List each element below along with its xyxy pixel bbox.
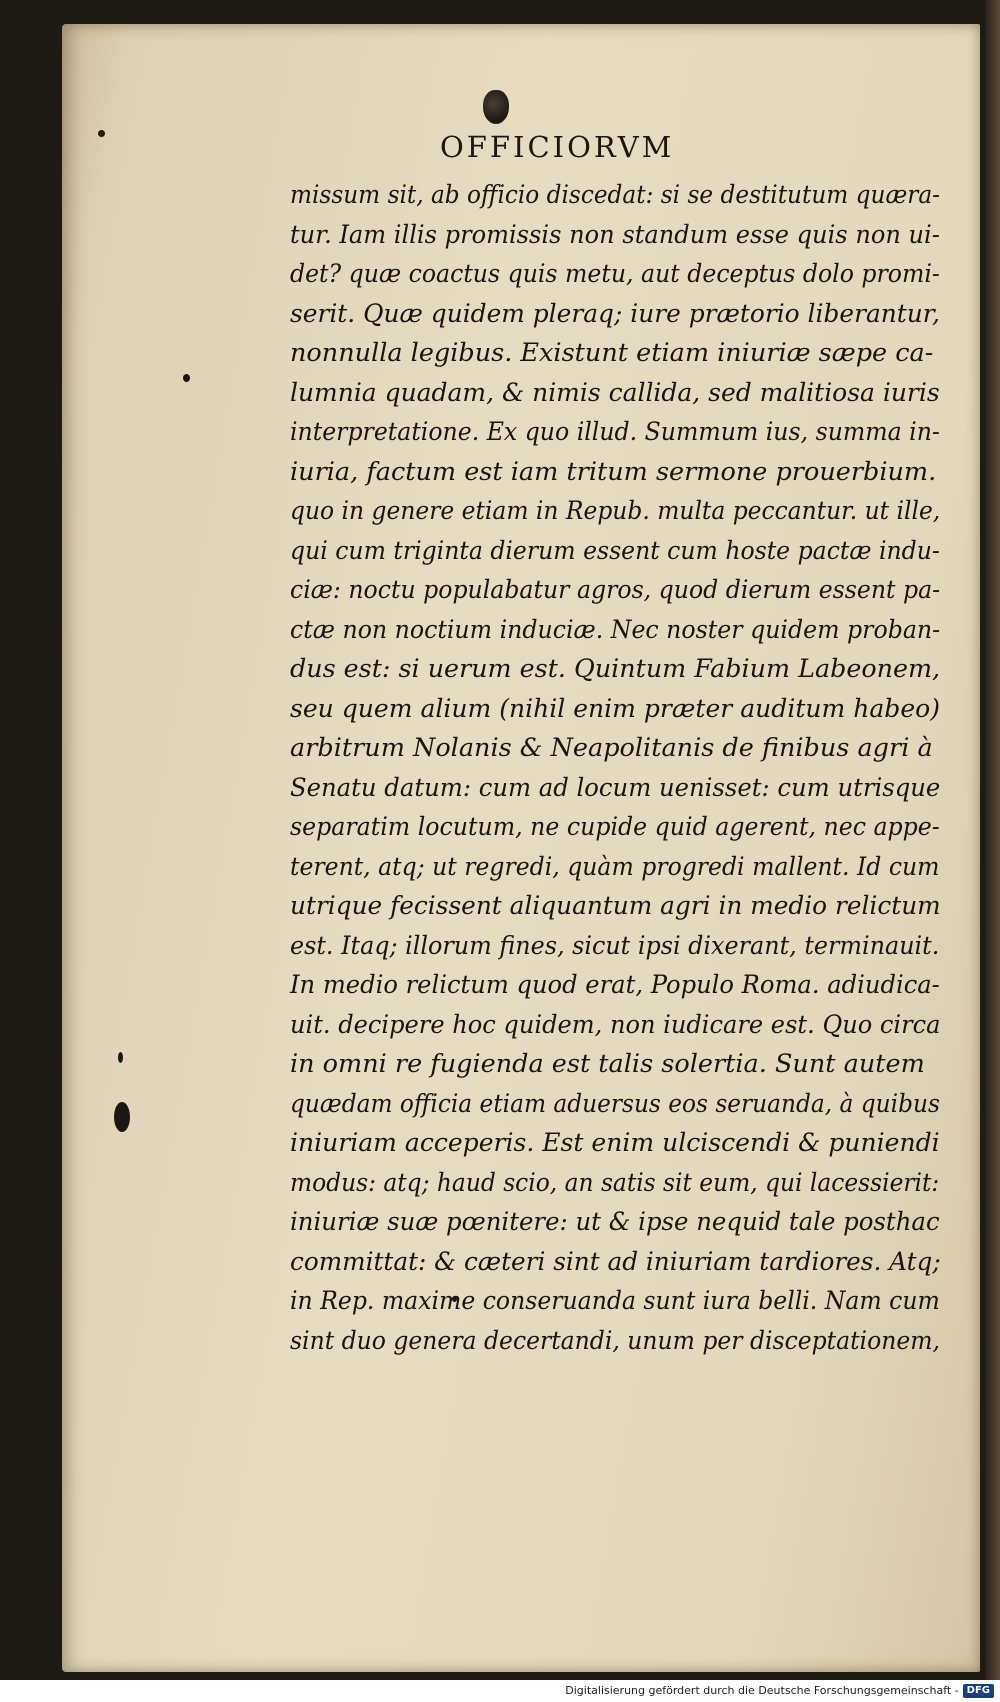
ink-spot (114, 1102, 130, 1132)
text-line: serit. Quæ quidem pleraq; iure prætorio liberantur, (290, 298, 940, 329)
text-line: In medio relictum quod erat, Populo Roma. adiudica- (290, 970, 940, 1000)
text-line: committat: & cæteri sint ad iniuriam tardiores. Atq; (290, 1246, 941, 1277)
text-line: utrique fecissent aliquantum agri in medio relictum (290, 891, 941, 921)
text-line: det? quæ coactus quis metu, aut deceptus dolo promi- (290, 259, 940, 289)
text-line: arbitrum Nolanis & Neapolitanis de finibus agri à (290, 733, 933, 763)
text-line: iniuriæ suæ pœnitere: ut & ipse nequid tale posthac (290, 1207, 940, 1237)
text-line: ciæ: noctu populabatur agros, quod dierum essent pa- (290, 575, 941, 605)
text-line: seu quem alium (nihil enim præter auditum habeo) (290, 693, 940, 724)
ink-spot (98, 130, 105, 137)
text-line: interpretatione. Ex quo illud. Summum ius, summa in- (290, 417, 940, 447)
text-line: in Rep. maxime conseruanda sunt iura belli. Nam cum (290, 1286, 940, 1316)
text-line: qui cum triginta dierum essent cum hoste pactæ indu- (290, 535, 940, 566)
text-line: iuria, factum est iam tritum sermone prouerbium. (290, 456, 937, 487)
dfg-logo: DFG (963, 1684, 994, 1698)
text-line: Senatu datum: cum ad locum uenisset: cum utrisque (290, 772, 941, 803)
text-line: lumnia quadam, & nimis callida, sed malitiosa iuris (290, 377, 940, 408)
text-line: missum sit, ab officio discedat: si se destitutum quæra- (290, 180, 941, 210)
text-line: iniuriam acceperis. Est enim ulciscendi & puniendi (290, 1128, 940, 1158)
text-block (290, 176, 940, 1361)
text-line: est. Itaq; illorum fines, sicut ipsi dixerant, terminauit. (290, 930, 940, 961)
text-line: terent, atq; ut regredi, quàm progredi mallent. Id cum (290, 851, 940, 882)
ink-spot (183, 374, 190, 382)
printer-ornament-icon (483, 90, 509, 124)
text-line: nonnulla legibus. Existunt etiam iniuriæ sæpe ca- (290, 338, 934, 368)
text-line: quædam officia etiam aduersus eos seruanda, à quibus (290, 1088, 940, 1119)
digitization-footer (0, 1680, 1000, 1702)
text-line: uit. decipere hoc quidem, non iudicare est. Quo circa (290, 1009, 941, 1040)
text-line: separatim locutum, ne cupide quid agerent, nec appe- (290, 812, 940, 842)
book-cover-edge (986, 0, 1000, 1680)
text-line: in omni re fugienda est talis solertia. Sunt autem (290, 1049, 925, 1079)
digitization-credit: Digitalisierung gefördert durch die Deutsche Forschungsgemeinschaft - (565, 1684, 959, 1697)
text-line: modus: atq; haud scio, an satis sit eum, qui lacessierit: (290, 1167, 940, 1198)
text-line: dus est: si uerum est. Quintum Fabium Labeonem, (290, 654, 941, 684)
text-line: quo in genere etiam in Repub. multa peccantur. ut ille, (290, 496, 941, 526)
text-line: tur. Iam illis promissis non standum esse quis non ui- (290, 219, 940, 250)
ink-spot (118, 1052, 123, 1063)
running-head: OFFICIORVM (440, 130, 675, 164)
text-line: ctæ non noctium induciæ. Nec noster quidem proban- (290, 614, 941, 645)
text-line: sint duo genera decertandi, unum per disceptationem, (290, 1325, 940, 1356)
